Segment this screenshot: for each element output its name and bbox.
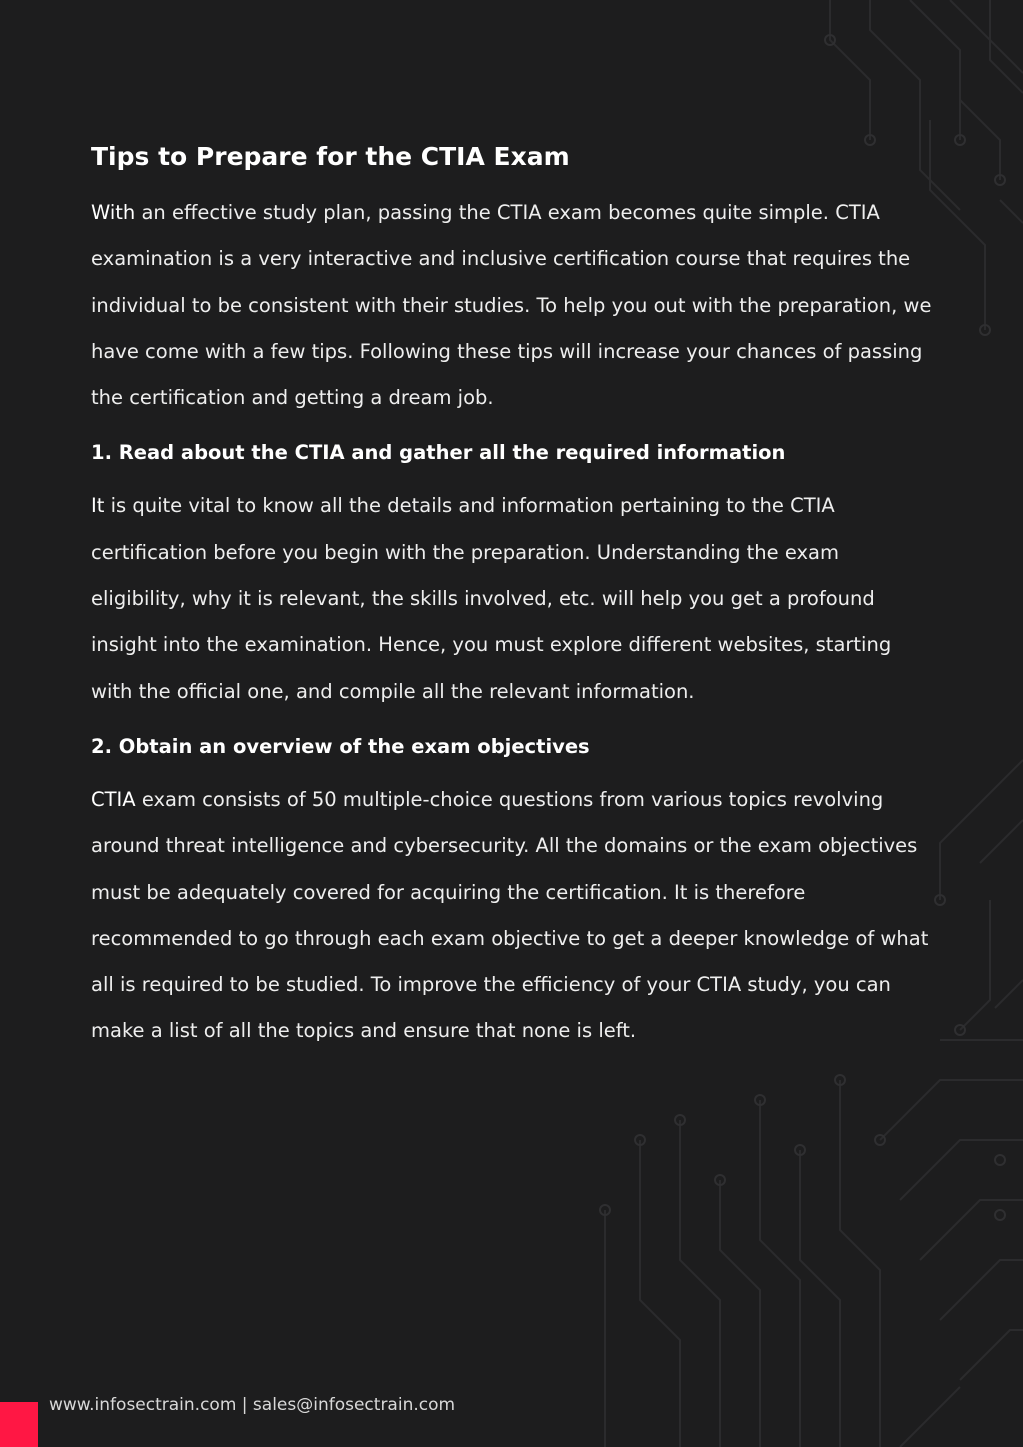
- article-body: [91, 136, 936, 1055]
- section-1-lead-word: It: [91, 494, 105, 518]
- intro-lead-word: With: [91, 201, 136, 224]
- page-title: Tips to Prepare for the CTIA Exam: [91, 142, 570, 171]
- section-1-heading: 1. Read about the CTIA and gather all the required information: [91, 441, 786, 465]
- section-2-paragraph: [91, 777, 936, 1055]
- footer-contact[interactable]: www.infosectrain.com | sales@infosectrain.com: [49, 1395, 456, 1415]
- footer-accent-block: [0, 1402, 38, 1447]
- intro-paragraph: [91, 190, 936, 421]
- section-1-text: is quite vital to know all the details and information pertaining to the CTIA certification before you begin with the preparation. Understanding the exam eligibility, why it is relevant, the skills involved, etc. will help you get a profound insight into the examination. Hence, you must explore different websites, starting with the official one, and compile all the relevant information.: [91, 494, 892, 703]
- section-2-text: exam consists of 50 multiple-choice questions from various topics revolving around threat intelligence and cybersecurity. All the domains or the exam objectives must be adequately covered for acquiring the certification. It is therefore recommended to go through each exam objective to get a deeper knowledge of what all is required to be studied. To improve the efficiency of your CTIA study, you can make a list of all the topics and ensure that none is left.: [91, 787, 929, 1043]
- section-2-lead-word: CTIA: [91, 787, 136, 811]
- section-1-paragraph: [91, 483, 936, 714]
- intro-text: an effective study plan, passing the CTIA exam becomes quite simple. CTIA examination is a very interactive and inclusive certification course that requires the individual to be consistent with their studies. To help you out with the preparation, we have come with a few tips. Following these tips will increase your chances of passing the certification and getting a dream job.: [91, 201, 932, 410]
- section-2-heading: 2. Obtain an overview of the exam objectives: [91, 734, 590, 758]
